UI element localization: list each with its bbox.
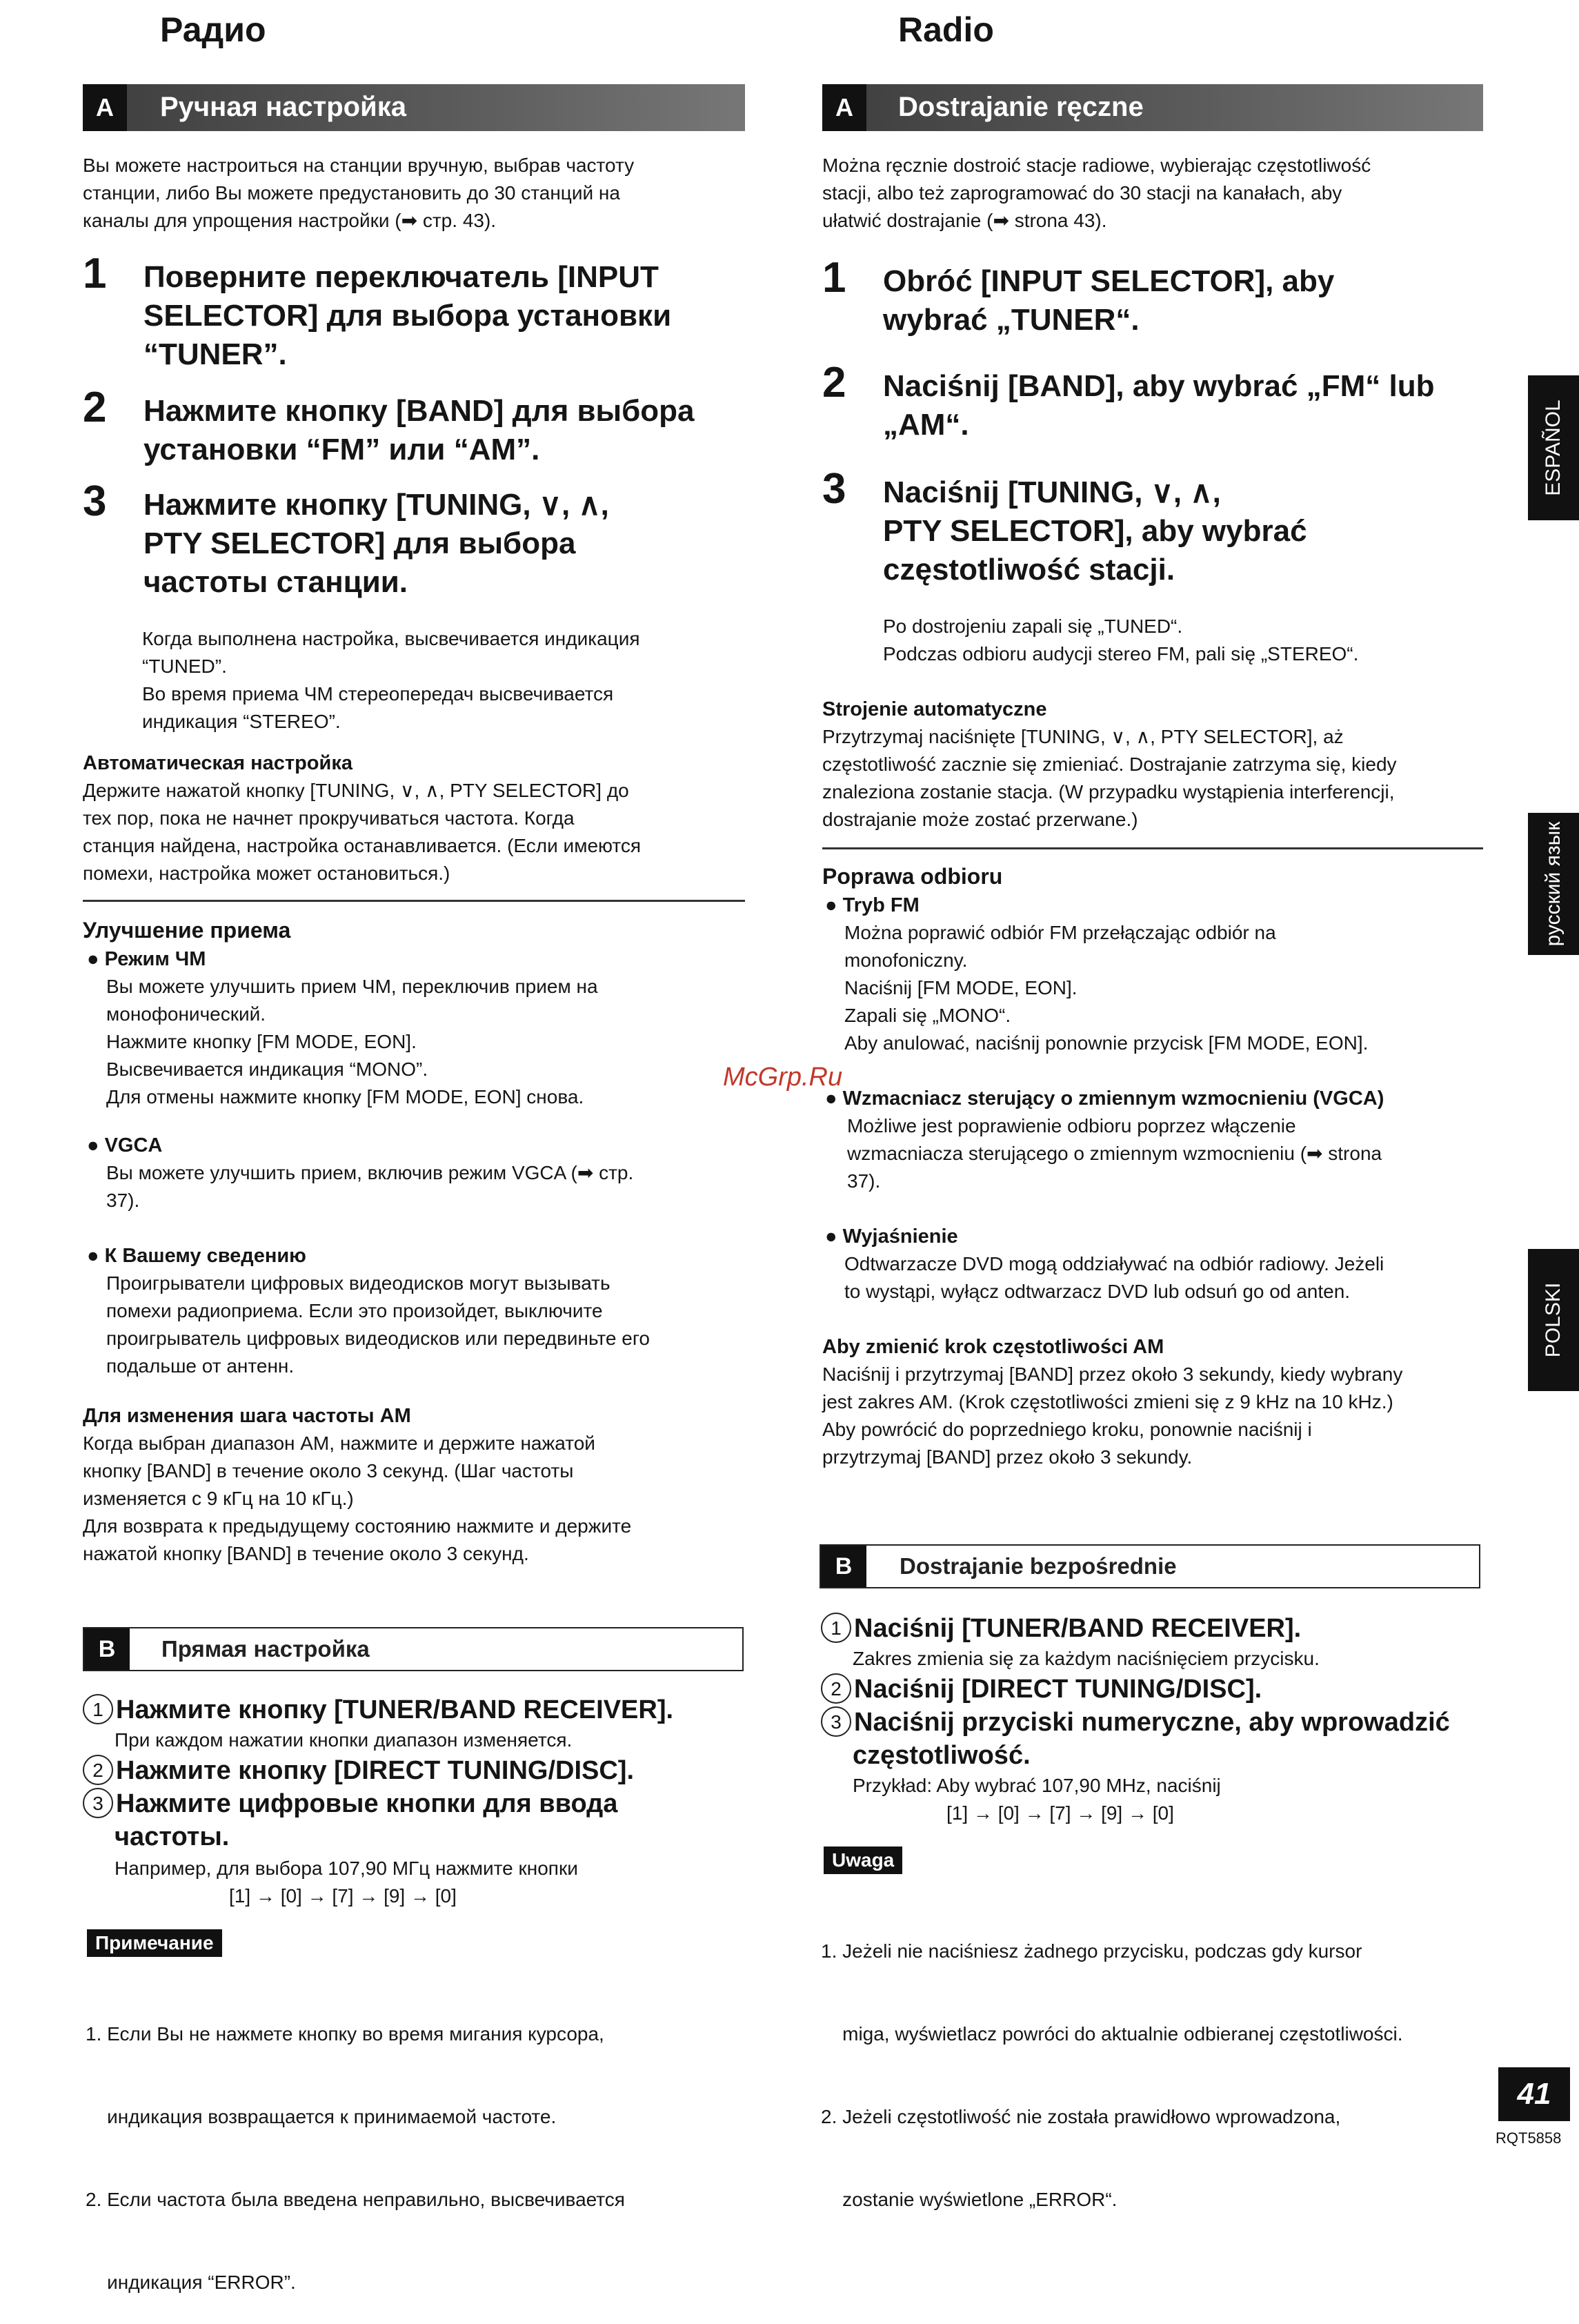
text-line: ułatwić dostrajanie (➡ strona 43). xyxy=(822,210,1107,231)
document-id: RQT5858 xyxy=(1496,2129,1562,2147)
improve-title-pl: Poprawa odbioru xyxy=(822,864,1003,889)
step-line: PTY SELECTOR], aby wybrać xyxy=(883,514,1307,548)
text-line: 2. Если частота была введена неправильно, высвечивается xyxy=(86,2189,625,2210)
fm-mode-text-ru xyxy=(106,973,748,1111)
bullet-label: Wzmacniacz sterujący o zmiennym wzmocnieniu (VGCA) xyxy=(842,1087,1384,1110)
text-line: Można poprawić odbiór FM przełączając odbiór na xyxy=(844,922,1276,943)
step-line: „AM“. xyxy=(883,408,969,442)
circled-number: 2 xyxy=(821,1673,851,1704)
step-line: SELECTOR] для выбора установки xyxy=(143,299,672,333)
direct-step-1-sub-pl: Zakres zmienia się za każdym naciśnięciem przycisku. xyxy=(853,1648,1320,1669)
text-line: Możliwe jest poprawienie odbioru poprzez włączenie xyxy=(847,1115,1296,1136)
section-b-header-ru xyxy=(83,1627,744,1671)
auto-tuning-text-ru xyxy=(83,777,745,887)
page-title-ru: Радио xyxy=(160,10,266,49)
text-line: zostanie wyświetlone „ERROR“. xyxy=(821,2189,1118,2210)
notes-ru xyxy=(86,1965,748,2324)
text-line: 2. Jeżeli częstotliwość nie została prawidłowo wprowadzona, xyxy=(821,2106,1341,2127)
text-line: 1. Jeżeli nie naciśniesz żadnego przycisku, podczas gdy kursor xyxy=(821,1940,1362,1962)
text-line: dostrajanie może zostać przerwane.) xyxy=(822,809,1138,830)
section-letter: B xyxy=(821,1546,866,1587)
side-tab-russian xyxy=(1528,813,1579,955)
text-line: Когда выбран диапазон AM, нажмите и держите нажатой xyxy=(83,1432,595,1454)
vgca-title-pl: ● Wzmacniacz sterujący o zmiennym wzmocnieniu (VGCA) xyxy=(825,1087,1384,1110)
vgca-title-ru: ● VGCA xyxy=(87,1134,163,1156)
text-line: przytrzymaj [BAND] przez około 3 sekundy. xyxy=(822,1446,1193,1468)
auto-tuning-title-pl: Strojenie automatyczne xyxy=(822,698,1047,720)
fm-mode-title-ru: ● Режим ЧМ xyxy=(87,948,206,970)
am-step-title-ru: Для изменения шага частоты AM xyxy=(83,1405,411,1427)
text-line: stacji, albo też zaprogramować do 30 stacji na kanałach, aby xyxy=(822,182,1342,204)
step-line: wybrać „TUNER“. xyxy=(883,303,1140,337)
auto-tuning-text-pl xyxy=(822,723,1483,834)
step-number: 3 xyxy=(83,477,107,525)
direct-step-3-cont-ru: частоты. xyxy=(115,1822,230,1851)
text-line: нажатой кнопку [BAND] в течение около 3 секунд. xyxy=(83,1543,529,1564)
text-line: станция найдена, настройка останавливается. (Если имеются xyxy=(83,835,642,856)
text-line: Вы можете улучшить прием ЧМ, переключив прием на xyxy=(106,976,598,997)
step-text: Нажмите кнопку [DIRECT TUNING/DISC]. xyxy=(116,1756,635,1785)
text-line: помехи, настройка может остановиться.) xyxy=(83,863,450,884)
text-line: monofoniczny. xyxy=(844,949,968,971)
section-letter: A xyxy=(83,84,127,131)
watermark: McGrp.Ru xyxy=(723,1063,843,1092)
am-step-text-ru xyxy=(83,1430,745,1568)
vgca-text-ru xyxy=(106,1159,748,1214)
text-line: кнопку [BAND] в течение около 3 секунд. (Шаг частоты xyxy=(83,1460,574,1481)
text-line: Aby anulować, naciśnij ponownie przycisk [FM MODE, EON]. xyxy=(844,1032,1369,1054)
bullet-label: К Вашему сведению xyxy=(104,1245,306,1267)
text-line: индикация возвращается к принимаемой частоте. xyxy=(86,2106,557,2127)
section-a-header-pl xyxy=(822,84,1483,131)
key-sequence-pl: [1] → [0] → [7] → [9] → [0] xyxy=(946,1802,1174,1824)
circled-number: 1 xyxy=(821,1613,851,1643)
divider xyxy=(822,847,1483,849)
page-title-pl: Radio xyxy=(898,10,994,49)
note-tag-pl: Uwaga xyxy=(824,1847,902,1874)
intro-pl xyxy=(822,152,1483,235)
direct-step-1-sub-ru: При каждом нажатии кнопки диапазон изменяется. xyxy=(115,1729,573,1751)
text-line: to wystąpi, wyłącz odtwarzacz DVD lub odsuń go od anten. xyxy=(844,1281,1351,1302)
step-number: 1 xyxy=(822,254,846,302)
example-ru: Например, для выбора 107,90 МГц нажмите кнопки xyxy=(115,1858,578,1879)
text-line: Когда выполнена настройка, высвечивается индикация xyxy=(142,628,640,649)
text-line: помехи радиоприема. Если это произойдет, выключите xyxy=(106,1300,603,1321)
auto-tuning-title-ru: Автоматическая настройка xyxy=(83,752,352,774)
fm-mode-title-pl: ● Tryb FM xyxy=(825,894,920,916)
note-tag-ru: Примечание xyxy=(87,1929,222,1957)
text-line: miga, wyświetlacz powróci do aktualnie odbieranej częstotliwości. xyxy=(821,2023,1403,2045)
text-line: Нажмите кнопку [FM MODE, EON]. xyxy=(106,1031,417,1052)
circled-number: 2 xyxy=(83,1755,113,1785)
step-text xyxy=(883,367,1490,444)
divider xyxy=(83,900,745,902)
text-line: индикация “STEREO”. xyxy=(142,711,341,732)
step-text: Naciśnij przyciski numeryczne, aby wprowadzić xyxy=(854,1708,1450,1737)
circled-number: 3 xyxy=(83,1788,113,1818)
info-text-pl xyxy=(844,1250,1483,1306)
direct-step-3-pl xyxy=(821,1706,1450,1739)
text-line: Aby powrócić do poprzedniego kroku, ponownie naciśnij i xyxy=(822,1419,1312,1440)
text-line: Naciśnij [FM MODE, EON]. xyxy=(844,977,1078,998)
bullet-label: Режим ЧМ xyxy=(104,948,206,970)
text-line: станции, либо Вы можете предустановить до 30 станций на xyxy=(83,182,620,204)
step-text: Нажмите цифровые кнопки для ввода xyxy=(116,1789,618,1818)
direct-step-2-ru xyxy=(83,1754,634,1787)
text-line: 1. Если Вы не нажмете кнопку во время мигания курсора, xyxy=(86,2023,604,2045)
section-title: Dostrajanie bezpośrednie xyxy=(900,1553,1177,1579)
after-steps-ru xyxy=(142,625,749,736)
section-b-header-pl xyxy=(820,1544,1480,1588)
text-line: Można ręcznie dostroić stacje radiowe, wybierając częstotliwość xyxy=(822,155,1371,176)
text-line: каналы для упрощения настройки (➡ стр. 43). xyxy=(83,210,497,231)
text-line: częstotliwość zacznie się zmieniać. Dostrajanie zatrzyma się, kiedy xyxy=(822,754,1397,775)
text-line: проигрыватель цифровых видеодисков или передвиньте его xyxy=(106,1328,651,1349)
step-number: 3 xyxy=(822,465,846,513)
step-text xyxy=(143,258,751,374)
step-text xyxy=(143,392,751,469)
step-text xyxy=(883,473,1490,589)
info-title-ru: ● К Вашему сведению xyxy=(87,1245,306,1267)
text-line: Podczas odbioru audycji stereo FM, pali się „STEREO“. xyxy=(883,643,1359,664)
step-line: częstotliwość stacji. xyxy=(883,553,1175,587)
section-title: Ручная настройка xyxy=(160,92,406,122)
side-tab-label: POLSKI xyxy=(1542,1282,1565,1358)
step-line: Нажмите кнопку [BAND] для выбора xyxy=(143,394,695,428)
text-line: Po dostrojeniu zapali się „TUNED“. xyxy=(883,616,1183,637)
direct-step-3-ru xyxy=(83,1787,617,1820)
step-line: Naciśnij [BAND], aby wybrać „FM“ lub xyxy=(883,369,1435,403)
info-title-pl: ● Wyjaśnienie xyxy=(825,1225,958,1248)
text-line: Вы можете настроиться на станции вручную, выбрав частоту xyxy=(83,155,635,176)
key-sequence-ru: [1] → [0] → [7] → [9] → [0] xyxy=(229,1885,457,1907)
text-line: Держите нажатой кнопку [TUNING, ∨, ∧, PTY SELECTOR] до xyxy=(83,780,629,801)
step-text xyxy=(143,486,751,602)
bullet-label: Wyjaśnienie xyxy=(842,1225,958,1248)
step-line: частоты станции. xyxy=(143,565,408,599)
text-line: jest zakres AM. (Krok częstotliwości zmieni się z 9 kHz na 10 kHz.) xyxy=(822,1391,1393,1412)
step-line: PTY SELECTOR] для выбора xyxy=(143,526,576,560)
section-a-header-ru xyxy=(83,84,745,131)
side-tab-polski xyxy=(1528,1249,1579,1391)
side-tab-espanol xyxy=(1528,375,1579,520)
step-text: Naciśnij [DIRECT TUNING/DISC]. xyxy=(854,1675,1262,1704)
step-line: Obróć [INPUT SELECTOR], aby xyxy=(883,264,1335,298)
text-line: Przytrzymaj naciśnięte [TUNING, ∨, ∧, PTY SELECTOR], aż xyxy=(822,726,1344,747)
text-line: изменяется с 9 кГц на 10 кГц.) xyxy=(83,1488,354,1509)
text-line: “TUNED”. xyxy=(142,656,227,677)
text-line: Для возврата к предыдущему состоянию нажмите и держите xyxy=(83,1515,632,1537)
step-line: установки “FM” или “AM”. xyxy=(143,433,540,466)
info-text-ru xyxy=(106,1270,748,1380)
fm-mode-text-pl xyxy=(844,919,1483,1057)
circled-number: 3 xyxy=(821,1706,851,1737)
step-line: Нажмите кнопку [TUNING, ∨, ∧, xyxy=(143,488,609,522)
section-letter: B xyxy=(84,1628,130,1670)
am-step-title-pl: Aby zmienić krok częstotliwości AM xyxy=(822,1336,1164,1358)
text-line: монофонический. xyxy=(106,1003,266,1025)
improve-title-ru: Улучшение приема xyxy=(83,918,291,943)
text-line: Высвечивается индикация “MONO”. xyxy=(106,1058,428,1080)
text-line: индикация “ERROR”. xyxy=(86,2272,296,2293)
text-line: тех пор, пока не начнет прокручиваться частота. Когда xyxy=(83,807,575,829)
step-line: “TUNER”. xyxy=(143,337,287,371)
direct-step-2-pl xyxy=(821,1673,1262,1706)
section-title: Прямая настройка xyxy=(161,1636,370,1662)
text-line: wzmacniacza sterującego o zmiennym wzmocnieniu (➡ strona xyxy=(847,1143,1382,1164)
intro-ru xyxy=(83,152,745,235)
step-line: Naciśnij [TUNING, ∨, ∧, xyxy=(883,475,1221,509)
text-line: Naciśnij i przytrzymaj [BAND] przez około 3 sekundy, kiedy wybrany xyxy=(822,1363,1403,1385)
text-line: Zapali się „MONO“. xyxy=(844,1005,1011,1026)
page-number: 41 xyxy=(1498,2067,1570,2121)
text-line: Для отмены нажмите кнопку [FM MODE, EON] снова. xyxy=(106,1086,584,1107)
bullet-label: VGCA xyxy=(104,1134,163,1156)
direct-step-1-ru xyxy=(83,1693,673,1726)
text-line: 37). xyxy=(847,1170,881,1192)
text-line: Odtwarzacze DVD mogą oddziaływać na odbiór radiowy. Jeżeli xyxy=(844,1253,1384,1274)
direct-step-1-pl xyxy=(821,1612,1301,1645)
section-letter: A xyxy=(822,84,866,131)
direct-step-3-cont-pl: częstotliwość. xyxy=(853,1741,1031,1770)
bullet-label: Tryb FM xyxy=(842,894,920,916)
step-text: Naciśnij [TUNER/BAND RECEIVER]. xyxy=(854,1614,1302,1643)
text-line: 37). xyxy=(106,1190,140,1211)
text-line: znaleziona zostanie stacja. (W przypadku wystąpienia interferencji, xyxy=(822,781,1395,802)
after-steps-pl xyxy=(883,613,1483,668)
side-tab-label: ESPAÑOL xyxy=(1542,400,1565,496)
step-number: 2 xyxy=(822,359,846,406)
example-pl: Przykład: Aby wybrać 107,90 MHz, naciśnij xyxy=(853,1775,1221,1796)
step-text xyxy=(883,262,1490,339)
step-number: 2 xyxy=(83,384,107,431)
step-text: Нажмите кнопку [TUNER/BAND RECEIVER]. xyxy=(116,1695,674,1724)
notes-pl xyxy=(821,1882,1483,2241)
text-line: подальше от антенн. xyxy=(106,1355,295,1377)
section-title: Dostrajanie ręczne xyxy=(898,92,1144,122)
text-line: Проигрыватели цифровых видеодисков могут вызывать xyxy=(106,1272,610,1294)
text-line: Вы можете улучшить прием, включив режим VGCA (➡ стр. xyxy=(106,1162,634,1183)
step-number: 1 xyxy=(83,250,107,297)
circled-number: 1 xyxy=(83,1694,113,1724)
text-line: Во время приема ЧМ стереопередач высвечивается xyxy=(142,683,614,705)
step-line: Поверните переключатель [INPUT xyxy=(143,260,659,294)
am-step-text-pl xyxy=(822,1361,1483,1471)
side-tab-label: русский язык xyxy=(1542,821,1565,947)
vgca-text-pl xyxy=(847,1112,1483,1195)
